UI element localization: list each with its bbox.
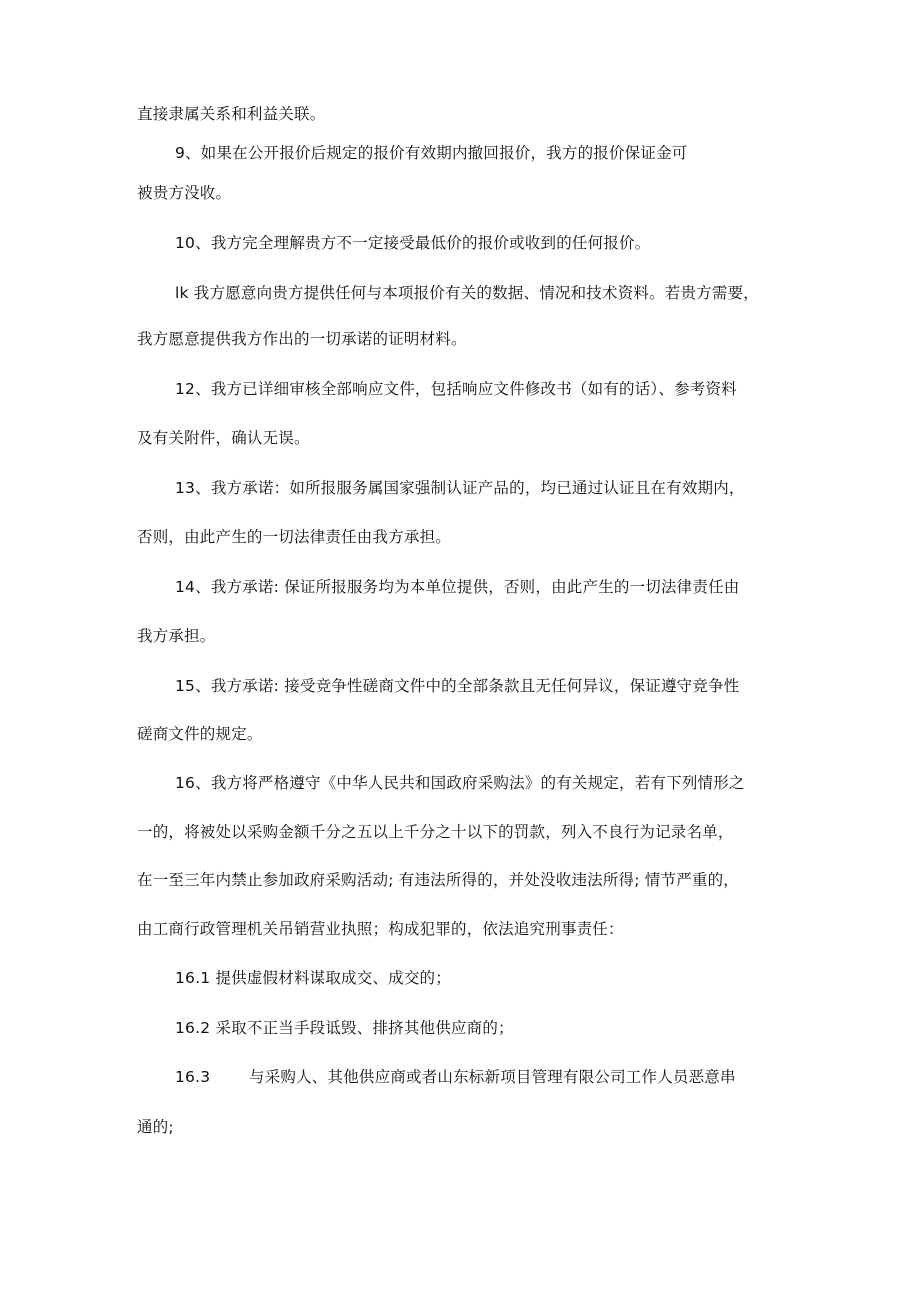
text-line-number: 16.3 — [175, 1068, 211, 1086]
text-line: 9、如果在公开报价后规定的报价有效期内撤回报价，我方的报价保证金可 — [175, 144, 688, 162]
text-line: 13、我方承诺：如所报服务属国家强制认证产品的，均已通过认证且在有效期内， — [175, 479, 745, 497]
text-line: 一的，将被处以采购金额千分之五以上千分之十以下的罚款，列入不良行为记录名单， — [137, 823, 734, 841]
text-line: 否则，由此产生的一切法律责任由我方承担。 — [137, 528, 452, 546]
text-line: 在一至三年内禁止参加政府采购活动; 有违法所得的，并处没收违法所得; 情节严重的， — [137, 871, 740, 889]
text-line: 由工商行政管理机关吊销营业执照；构成犯罪的，依法追究刑事责任： — [137, 920, 624, 938]
text-line: 通的; — [137, 1118, 174, 1136]
text-line: 我方承担。 — [137, 627, 216, 645]
text-line: 16、我方将严格遵守《中华人民共和国政府采购法》的有关规定，若有下列情形之 — [175, 774, 745, 792]
text-line: 16.1 提供虚假材料谋取成交、成交的； — [175, 969, 451, 987]
text-line: 15、我方承诺: 接受竞争性磋商文件中的全部条款且无任何异议，保证遵守竞争性 — [175, 677, 740, 695]
text-line: lk 我方愿意向贵方提供任何与本项报价有关的数据、情况和技术资料。若贵方需要， — [175, 284, 760, 302]
text-line: 直接隶属关系和利益关联。 — [137, 105, 326, 123]
text-line: 磋商文件的规定。 — [137, 725, 263, 743]
text-line: 14、我方承诺: 保证所报服务均为本单位提供，否则，由此产生的一切法律责任由 — [175, 578, 740, 596]
text-line: 被贵方没收。 — [137, 184, 232, 202]
text-line: 16.2 采取不正当手段诋毁、排挤其他供应商的； — [175, 1019, 514, 1037]
text-line: 10、我方完全理解贵方不一定接受最低价的报价或收到的任何报价。 — [175, 234, 651, 252]
text-line: 我方愿意提供我方作出的一切承诺的证明材料。 — [137, 330, 467, 348]
text-line: 与采购人、其他供应商或者山东标新项目管理有限公司工作人员恶意串 — [249, 1068, 736, 1086]
text-line: 12、我方已详细审核全部响应文件，包括响应文件修改书（如有的话）、参考资料 — [175, 380, 737, 398]
text-line: 及有关附件，确认无误。 — [137, 429, 310, 447]
